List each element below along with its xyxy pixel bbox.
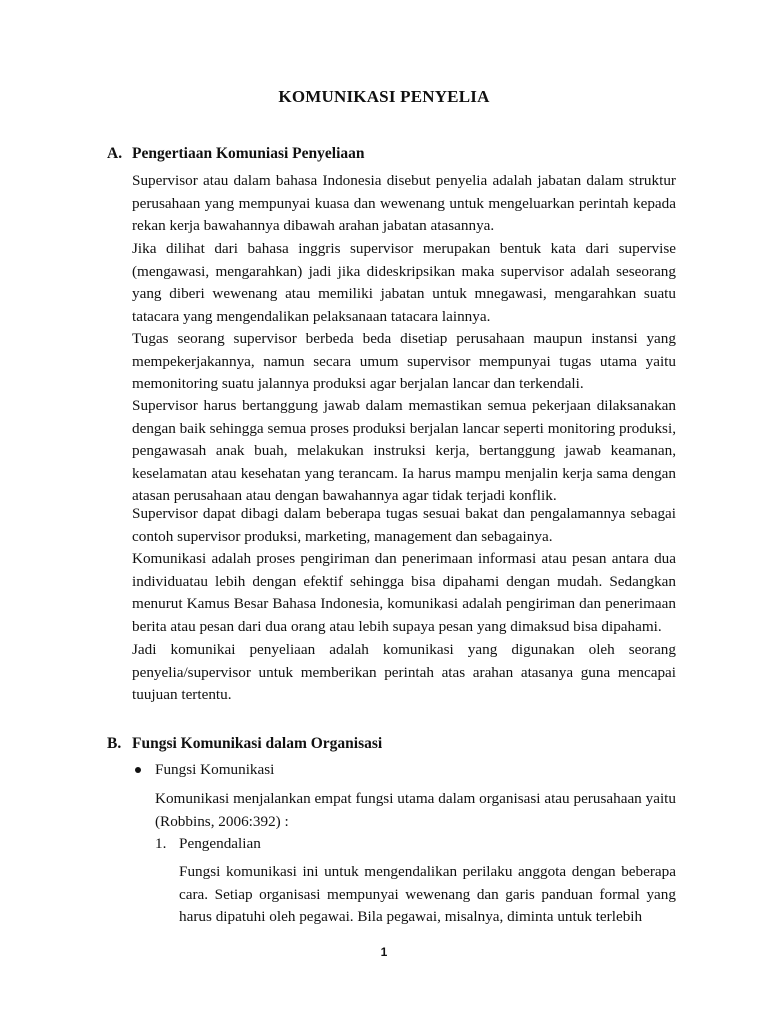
item-number: 1. [155, 835, 167, 852]
paragraph: Supervisor dapat dibagi dalam beberapa tugas sesuai bakat dan pengalamannya sebagai contoh supervisor produksi, marketing, management dan sebagainya. [132, 505, 676, 545]
paragraph: Komunikasi adalah proses pengiriman dan penerimaan informasi atau pesan antara dua individuatau lebih dengan efektif sehingga bisa dipahami dengan mudah. Sedangkan menurut Kamus Besar Bahasa Indonesia, komunikasi adalah pengiriman dan penerimaan berita atau pesan dari dua orang atau lebih supaya pesan yang dimaksud bisa dipahami. [132, 550, 676, 635]
section-b-heading [107, 735, 382, 753]
section-a-letter: A. [107, 145, 123, 162]
section-b-title: Fungsi Komunikasi dalam Organisasi [132, 735, 383, 752]
bullet-icon [135, 767, 141, 773]
paragraph: Komunikasi menjalankan empat fungsi utama dalam organisasi atau perusahaan yaitu (Robbins, 2006:392) : [155, 790, 676, 830]
item-label: Pengendalian [179, 835, 261, 852]
paragraph: Supervisor harus bertanggung jawab dalam memastikan semua pekerjaan dilaksanakan dengan baik sehingga semua proses produksi berjalan lancar seperti monitoring produksi, pengawasah anak buah, melakukan instruksi kerja, bertanggung jawab keamanan, keselamatan atau kesehatan yang terancam. Ia harus mampu menjalin kerja sama dengan atasan perusahaan atau dengan bawahannya agar tidak terjadi konflik. [132, 397, 676, 505]
page-number: 1 [380, 945, 388, 959]
section-a-title: Pengertiaan Komuniasi Penyeliaan [132, 145, 365, 162]
paragraph: Supervisor atau dalam bahasa Indonesia disebut penyelia adalah jabatan dalam struktur perusahaan yang mempunyai kuasa dan wewenang untuk mengeluarkan perintah kepada rekan kerja bawahannya dibawah arahan jabatan atasannya. [132, 172, 676, 235]
paragraph: Jika dilihat dari bahasa inggris supervisor merupakan bentuk kata dari supervise (mengawasi, mengarahkan) jadi jika dideskripsikan maka supervisor adalah seseorang yang diberi wewenang atau memiliki jabatan untuk mnegawasi, mengarahkan suatu tatacara yang mengendalikan pelaksanaan tatacara lainnya. [132, 240, 676, 325]
numbered-item [155, 835, 261, 853]
paragraph: Tugas seorang supervisor berbeda beda disetiap perusahaan maupun instansi yang mempekerjakannya, namun secara umum supervisor mempunyai tugas utama yaitu memonitoring suatu jalannya produksi agar berjalan lancar dan terkendali. [132, 330, 676, 393]
bullet-label: Fungsi Komunikasi [155, 761, 275, 778]
paragraph: Fungsi komunikasi ini untuk mengendalikan perilaku anggota dengan beberapa cara. Setiap organisasi mempunyai wewenang dan garis panduan formal yang harus dipatuhi oleh pegawai. Bila pegawai, misalnya, diminta untuk terlebih [179, 863, 676, 926]
document-title: KOMUNIKASI PENYELIA [278, 87, 490, 106]
section-a-heading [107, 145, 365, 163]
paragraph: Jadi komunikai penyeliaan adalah komunikasi yang digunakan oleh seorang penyelia/supervisor untuk memberikan perintah atas arahan atasanya guna mencapai tuujuan tertentu. [132, 641, 676, 704]
section-b-letter: B. [107, 735, 122, 752]
bullet-item [132, 761, 274, 779]
